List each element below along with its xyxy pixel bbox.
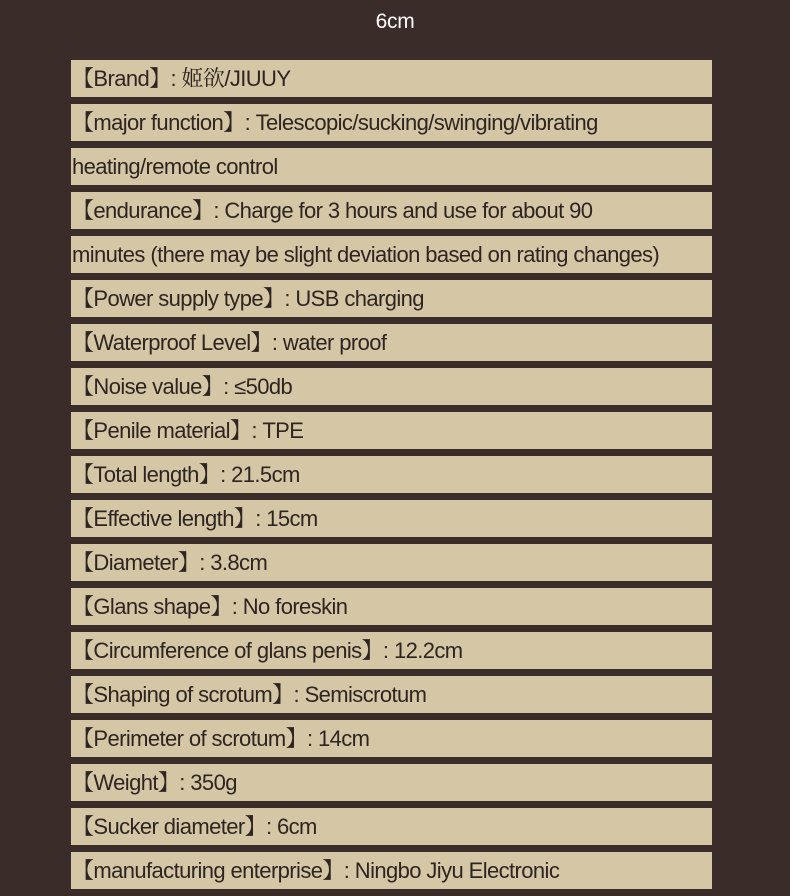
spec-row-major-function-cont: heating/remote control (71, 148, 712, 185)
spec-row-waterproof: 【Waterproof Level】: water proof (71, 324, 712, 361)
spec-row-manufacturer: 【manufacturing enterprise】: Ningbo Jiyu Electronic (71, 852, 712, 889)
spec-row-power-supply: 【Power supply type】: USB charging (71, 280, 712, 317)
spec-row-endurance-cont: minutes (there may be slight deviation based on rating changes) (71, 236, 712, 273)
spec-row-sucker-diameter: 【Sucker diameter】: 6cm (71, 808, 712, 845)
spec-row-major-function: 【major function】: Telescopic/sucking/swinging/vibrating (71, 104, 712, 141)
spec-row-diameter: 【Diameter】: 3.8cm (71, 544, 712, 581)
spec-row-weight: 【Weight】: 350g (71, 764, 712, 801)
spec-row-total-length: 【Total length】: 21.5cm (71, 456, 712, 493)
spec-row-glans-circumference: 【Circumference of glans penis】: 12.2cm (71, 632, 712, 669)
spec-row-scrotum-perimeter: 【Perimeter of scrotum】: 14cm (71, 720, 712, 757)
spec-row-endurance: 【endurance】: Charge for 3 hours and use for about 90 (71, 192, 712, 229)
spec-row-brand: 【Brand】: 姬欲/JIUUY (71, 60, 712, 97)
spec-row-effective-length: 【Effective length】: 15cm (71, 500, 712, 537)
spec-row-material: 【Penile material】: TPE (71, 412, 712, 449)
spec-list (71, 60, 712, 896)
top-dimension-label: 6cm (375, 10, 415, 33)
spec-row-noise: 【Noise value】: ≤50db (71, 368, 712, 405)
spec-row-glans-shape: 【Glans shape】: No foreskin (71, 588, 712, 625)
spec-row-scrotum-shape: 【Shaping of scrotum】: Semiscrotum (71, 676, 712, 713)
